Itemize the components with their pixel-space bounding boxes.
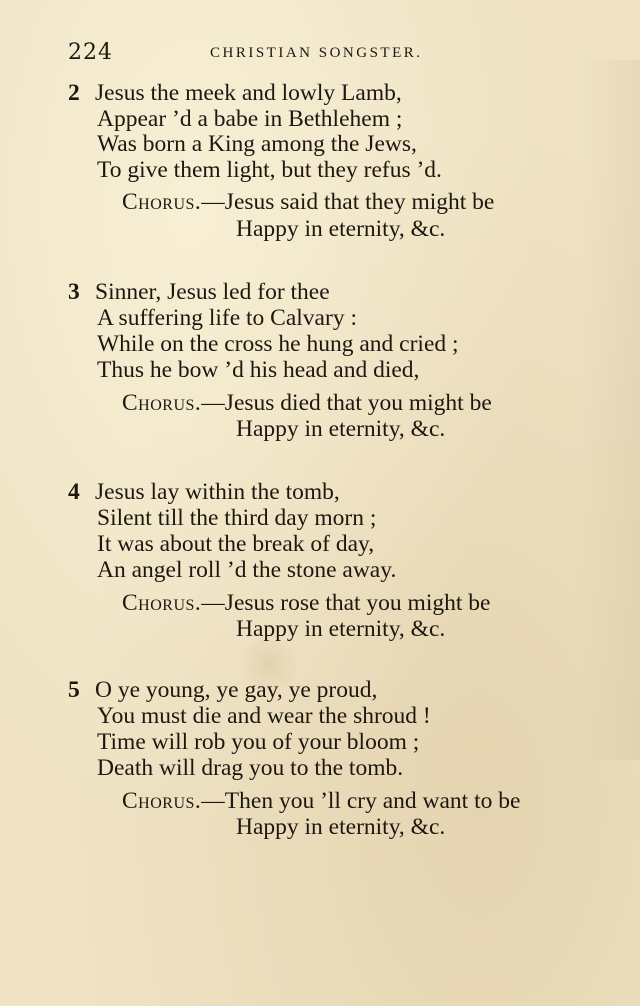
chorus-label: Chorus. (122, 590, 202, 616)
chorus-line (122, 590, 490, 616)
verse-number: 2 (68, 80, 80, 106)
chorus-line: Happy in eternity, &c. (236, 216, 446, 242)
chorus-label: Chorus. (122, 788, 202, 814)
verse-line: Death will drag you to the tomb. (97, 755, 404, 781)
chorus-line: Happy in eternity, &c. (236, 814, 446, 840)
page-header (68, 40, 588, 70)
verse-line: Appear ’d a babe in Bethlehem ; (97, 106, 403, 132)
bleed-through-shadow (580, 60, 640, 760)
verse-line: Was born a King among the Jews, (97, 131, 417, 157)
chorus-line (122, 189, 494, 215)
chorus-line (122, 788, 520, 814)
chorus-label: Chorus. (122, 390, 202, 416)
verse-number: 4 (68, 479, 80, 505)
verse-line: Time will rob you of your bloom ; (97, 729, 420, 755)
verse-number: 5 (68, 677, 80, 703)
verse-line: A suffering life to Calvary : (97, 305, 357, 331)
verse-line: An angel roll ’d the stone away. (97, 557, 397, 583)
verse-line: O ye young, ye gay, ye proud, (95, 677, 378, 703)
verse-line: Jesus the meek and lowly Lamb, (95, 80, 402, 106)
verse-number: 3 (68, 279, 80, 305)
chorus-line: Happy in eternity, &c. (236, 616, 446, 642)
page-number: 224 (68, 40, 113, 65)
chorus-text: —Jesus said that they might be (201, 189, 495, 215)
chorus-line (122, 390, 492, 416)
chorus-label: Chorus. (122, 189, 202, 215)
verse-line: While on the cross he hung and cried ; (97, 331, 459, 357)
verse-line: Thus he bow ’d his head and died, (97, 357, 420, 383)
chorus-text: —Jesus rose that you might be (201, 590, 491, 616)
verse-line: Silent till the third day morn ; (97, 505, 377, 531)
verse-line: It was about the break of day, (97, 531, 375, 557)
chorus-text: —Jesus died that you might be (201, 390, 492, 416)
chorus-text: —Then you ’ll cry and want to be (201, 788, 521, 814)
running-title: CHRISTIAN SONGSTER. (210, 45, 423, 61)
chorus-line: Happy in eternity, &c. (236, 416, 446, 442)
verse-line: To give them light, but they refus ’d. (97, 157, 442, 183)
verse-line: Sinner, Jesus led for thee (95, 279, 330, 305)
verse-line: You must die and wear the shroud ! (97, 703, 431, 729)
verse-line: Jesus lay within the tomb, (95, 479, 340, 505)
